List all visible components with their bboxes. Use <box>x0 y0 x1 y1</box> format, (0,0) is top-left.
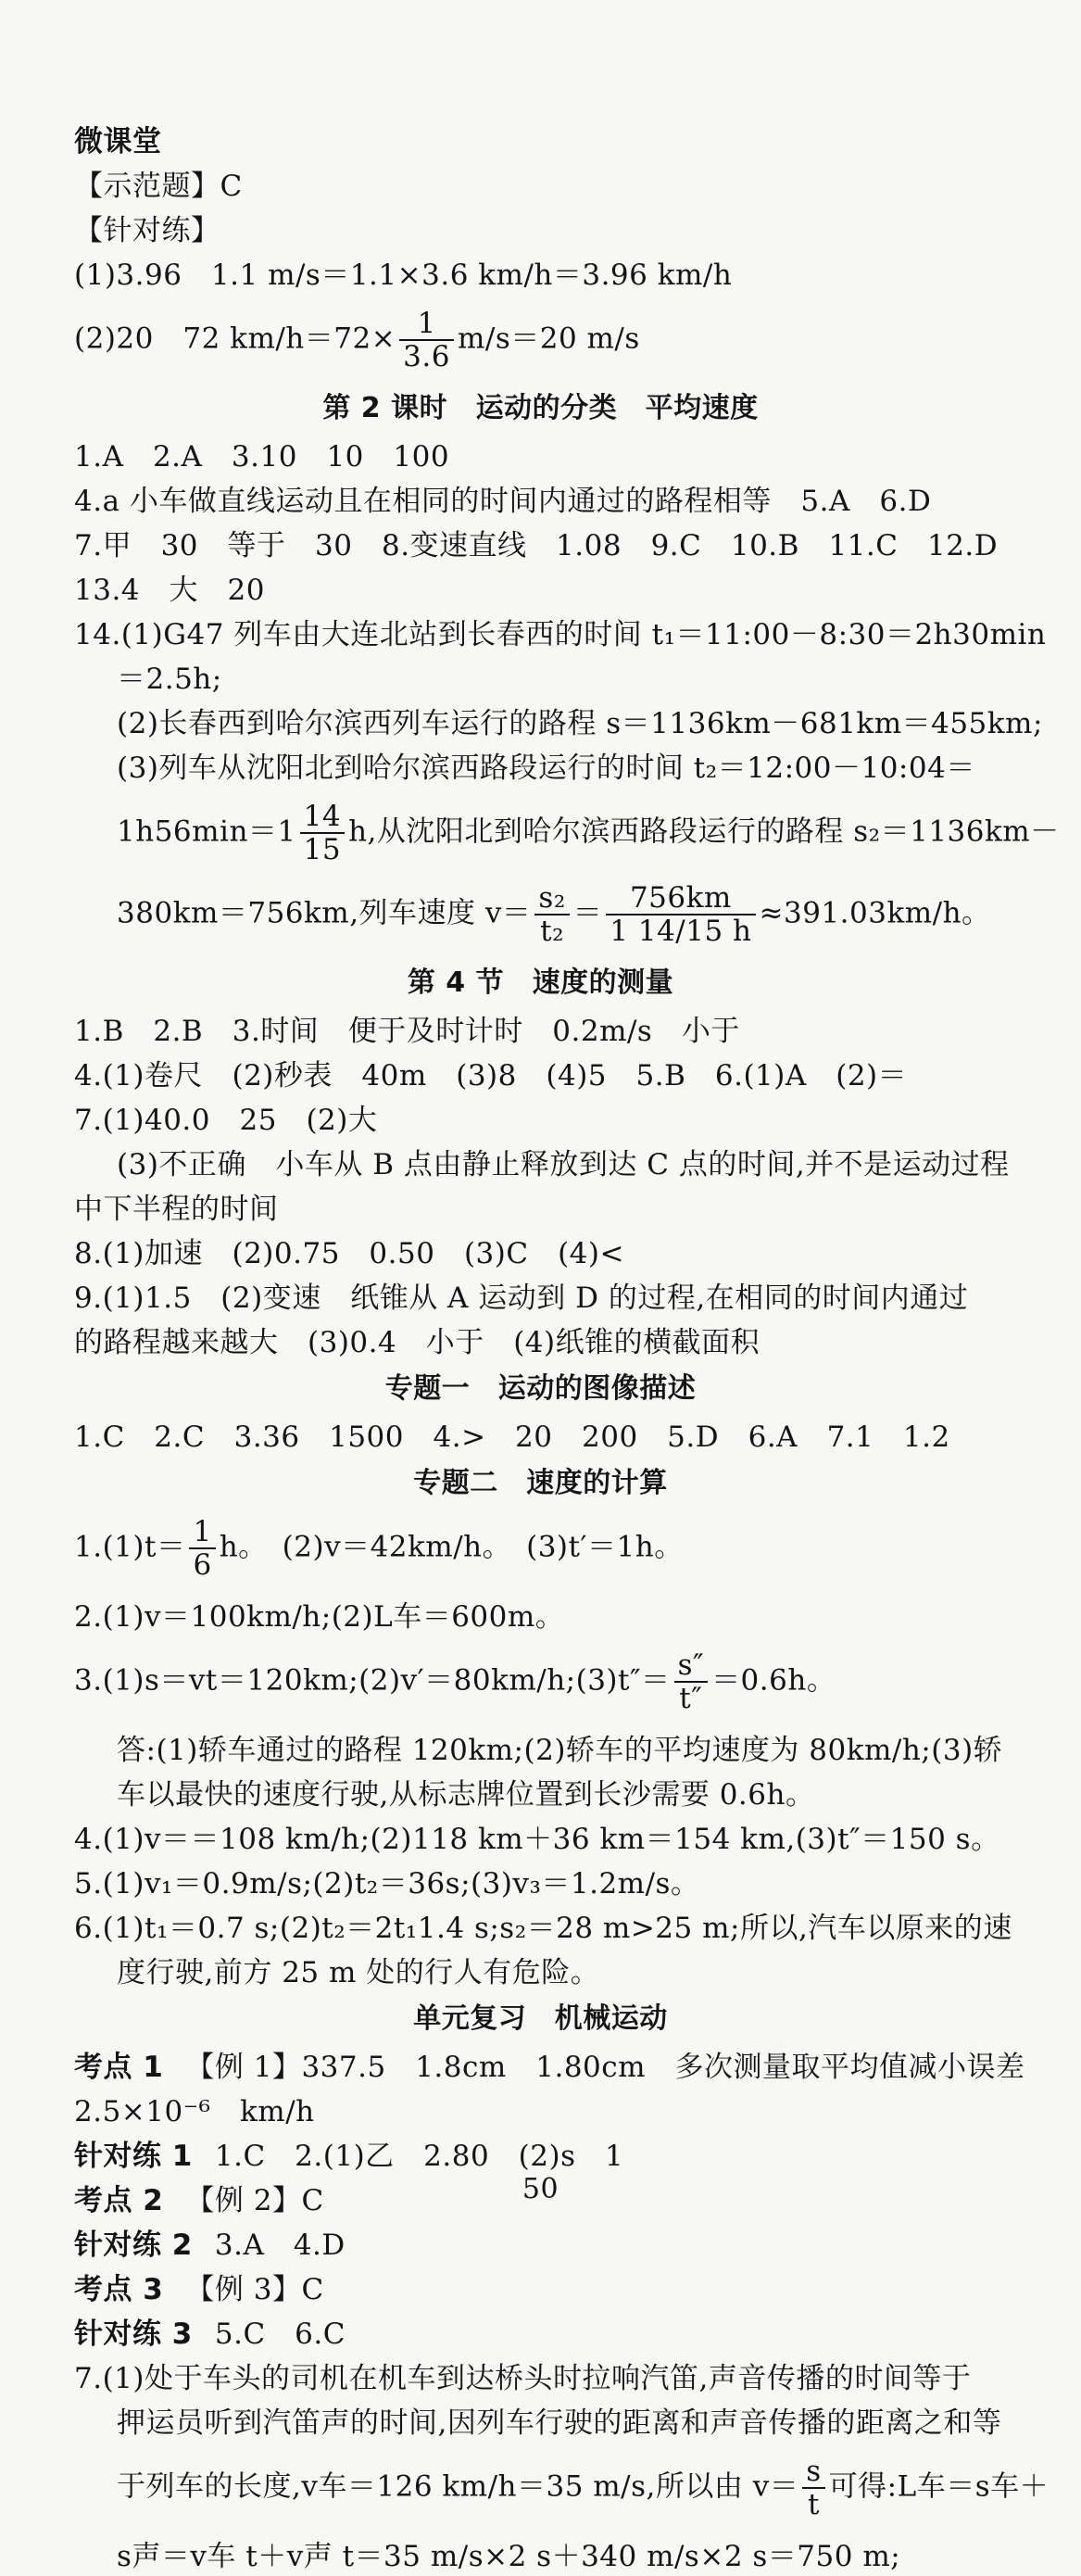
sec4-line-7: 7.(1)40.0 25 (2)大 <box>74 1104 378 1137</box>
heading-lesson-2: 第 2 课时 运动的分类 平均速度 <box>322 392 759 424</box>
practice-answer-1: (1)3.96 1.1 m/s＝1.1×3.6 km/h＝3.96 km/h <box>74 259 733 292</box>
lesson2-line-1: 1.A 2.A 3.10 10 100 <box>74 440 450 474</box>
r7c-fraction <box>802 2456 824 2520</box>
review-row-4 <box>74 2226 1007 2265</box>
l2-14e-num: 14 <box>300 801 345 834</box>
t2-1-fraction <box>189 1516 215 1581</box>
review-label-6: 针对练 3 <box>74 2317 193 2351</box>
review-row-6 <box>74 2315 1007 2354</box>
t2-3-num: s″ <box>674 1649 709 1683</box>
heading-topic-1: 专题一 运动的图像描述 <box>384 1372 697 1405</box>
page-number: 50 <box>522 2173 559 2205</box>
l2-14e-pre: 1h56min＝1 <box>117 814 296 849</box>
sec4-line-9b: 的路程越来越大 (3)0.4 小于 (4)纸锥的横截面积 <box>74 1326 760 1359</box>
topic1-line-1: 1.C 2.C 3.36 1500 4.> 20 200 5.D 6.A 7.1 1.2 <box>74 1421 950 1454</box>
sec4-line-7c: 中下半程的时间 <box>74 1193 279 1226</box>
heading-unit-review: 单元复习 机械运动 <box>413 2002 668 2035</box>
practice-answer-2 <box>74 308 1007 373</box>
p2-num: 1 <box>399 308 454 341</box>
t2-3-den: t″ <box>679 1682 703 1715</box>
lesson2-line-14d: (3)列车从沈阳北到哈尔滨西路段运行的时间 t₂＝12:00－10:04＝ <box>117 751 975 785</box>
review-label-2: 针对练 1 <box>74 2140 193 2173</box>
lesson2-line-14f <box>74 882 1007 947</box>
sec4-line-4: 4.(1)卷尺 (2)秒表 40m (3)8 (4)5 5.B 6.(1)A (2)＝ <box>74 1059 908 1092</box>
r7c-pre: 于列车的长度,v车＝126 km/h＝35 m/s,所以由 v＝ <box>117 2469 799 2504</box>
review-row-7b: 押运员听到汽笛声的时间,因列车行驶的距离和声音传播的距离之和等 <box>117 2406 1002 2440</box>
lesson2-line-13: 13.4 大 20 <box>74 574 265 607</box>
l2-14f-frac2-num: 756km <box>606 882 755 915</box>
review-row-7d: s声＝v车 t＋v声 t＝35 m/s×2 s＋340 m/s×2 s＝750 m; <box>117 2540 901 2573</box>
review-row-5 <box>74 2270 1007 2309</box>
l2-14f-frac1 <box>534 882 569 947</box>
topic2-line-1 <box>74 1516 1007 1581</box>
l2-14e-post: h,从沈阳北到哈尔滨西路段运行的路程 s₂＝1136km－ <box>348 814 1060 849</box>
p2-fraction <box>399 308 454 373</box>
topic2-line-6b: 度行驶,前方 25 m 处的行人有危险。 <box>117 1956 600 1989</box>
topic2-line-6: 6.(1)t₁＝0.7 s;(2)t₂＝2t₁1.4 s;s₂＝28 m>25 m;所以,汽车以原来的速 <box>74 1912 1012 1945</box>
l2-14f-frac2 <box>606 882 755 947</box>
lesson2-line-14c: (2)长春西到哈尔滨西列车运行的路程 s＝1136km－681km＝455km; <box>117 707 1043 740</box>
r7c-den: t <box>807 2488 820 2521</box>
l2-14f-frac1-den: t₂ <box>540 915 565 948</box>
t2-1-den: 6 <box>193 1548 212 1582</box>
l2-14f-pre: 380km＝756km,列车速度 v＝ <box>117 896 532 930</box>
p2-post: m/s＝20 m/s <box>457 322 640 356</box>
p2-den: 3.6 <box>403 340 450 373</box>
t2-3-post: ＝0.6h。 <box>711 1663 836 1698</box>
section-title-micro: 微课堂 <box>74 125 162 158</box>
sec4-line-7b: (3)不正确 小车从 B 点由静止释放到达 C 点的时间,并不是运动过程 <box>117 1148 1010 1181</box>
review-text-5: 【例 3】C <box>185 2273 324 2306</box>
p2-pre: (2)20 72 km/h＝72× <box>74 322 396 356</box>
review-row-7c <box>74 2455 1050 2521</box>
l2-14e-fraction <box>300 801 345 865</box>
l2-14e-den: 15 <box>303 833 342 866</box>
topic2-line-4: 4.(1)v＝＝108 km/h;(2)118 km＋36 km＝154 km,(3)t″＝150 s。 <box>74 1823 1000 1856</box>
topic2-answer: 答:(1)轿车通过的路程 120km;(2)轿车的平均速度为 80km/h;(3)轿 <box>117 1734 1003 1767</box>
heading-section-4: 第 4 节 速度的测量 <box>407 966 674 999</box>
lesson2-line-14e <box>74 800 1060 866</box>
heading-topic-2: 专题二 速度的计算 <box>413 1467 668 1499</box>
l2-14f-post: ≈391.03km/h。 <box>759 896 991 930</box>
review-row-7: 7.(1)处于车头的司机在机车到达桥头时拉响汽笛,声音传播的时间等于 <box>74 2362 972 2395</box>
t2-3-fraction <box>674 1649 709 1714</box>
review-label-1: 考点 1 <box>74 2051 164 2084</box>
review-row-1b: 2.5×10⁻⁶ km/h <box>74 2095 315 2128</box>
t2-3-pre: 3.(1)s＝vt＝120km;(2)v′＝80km/h;(3)t″＝ <box>74 1663 671 1698</box>
review-text-1: 【例 1】337.5 1.8cm 1.80cm 多次测量取平均值减小误差 <box>185 2051 1025 2084</box>
lesson2-line-4: 4.a 小车做直线运动且在相同的时间内通过的路程相等 5.A 6.D <box>74 485 932 518</box>
sec4-line-9: 9.(1)1.5 (2)变速 纸锥从 A 运动到 D 的过程,在相同的时间内通过 <box>74 1282 969 1315</box>
review-text-2: 1.C 2.(1)乙 2.80 (2)s 1 <box>214 2140 624 2173</box>
r7c-post: 可得:L车＝s车＋ <box>828 2469 1050 2504</box>
lesson2-line-14b: ＝2.5h; <box>117 663 222 696</box>
lesson2-line-7: 7.甲 30 等于 30 8.变速直线 1.08 9.C 10.B 11.C 12.D <box>74 529 999 562</box>
review-text-3: 【例 2】C <box>185 2184 324 2217</box>
review-label-3: 考点 2 <box>74 2184 164 2217</box>
review-text-4: 3.A 4.D <box>214 2229 346 2262</box>
topic2-answer-2: 车以最快的速度行驶,从标志牌位置到长沙需要 0.6h。 <box>117 1778 815 1812</box>
sec4-line-1: 1.B 2.B 3.时间 便于及时计时 0.2m/s 小于 <box>74 1015 740 1048</box>
demo-answer: 【示范题】C <box>74 170 243 203</box>
r7c-num: s <box>802 2456 824 2489</box>
l2-14f-frac2-den: 1 14/15 h <box>610 915 752 948</box>
t2-1-num: 1 <box>189 1516 215 1549</box>
equals-sign: ＝ <box>572 896 603 930</box>
lesson2-line-14a: 14.(1)G47 列车由大连北站到长春西的时间 t₁＝11:00－8:30＝2h30min <box>74 618 1047 651</box>
l2-14f-frac1-num: s₂ <box>534 882 569 915</box>
review-label-5: 考点 3 <box>74 2273 164 2306</box>
review-label-4: 针对练 2 <box>74 2229 193 2262</box>
t2-1-pre: 1.(1)t＝ <box>74 1530 186 1564</box>
review-row-1 <box>74 2048 1025 2087</box>
topic2-line-3 <box>74 1649 1007 1714</box>
review-text-6: 5.C 6.C <box>214 2317 346 2351</box>
t2-1-post: h。 (2)v＝42km/h。 (3)t′＝1h。 <box>219 1530 684 1564</box>
practice-label: 【针对练】 <box>74 214 220 247</box>
sec4-line-8: 8.(1)加速 (2)0.75 0.50 (3)C (4)< <box>74 1237 624 1270</box>
topic2-line-5: 5.(1)v₁＝0.9m/s;(2)t₂＝36s;(3)v₃＝1.2m/s。 <box>74 1867 700 1900</box>
topic2-line-2: 2.(1)v＝100km/h;(2)L车＝600m。 <box>74 1600 565 1634</box>
